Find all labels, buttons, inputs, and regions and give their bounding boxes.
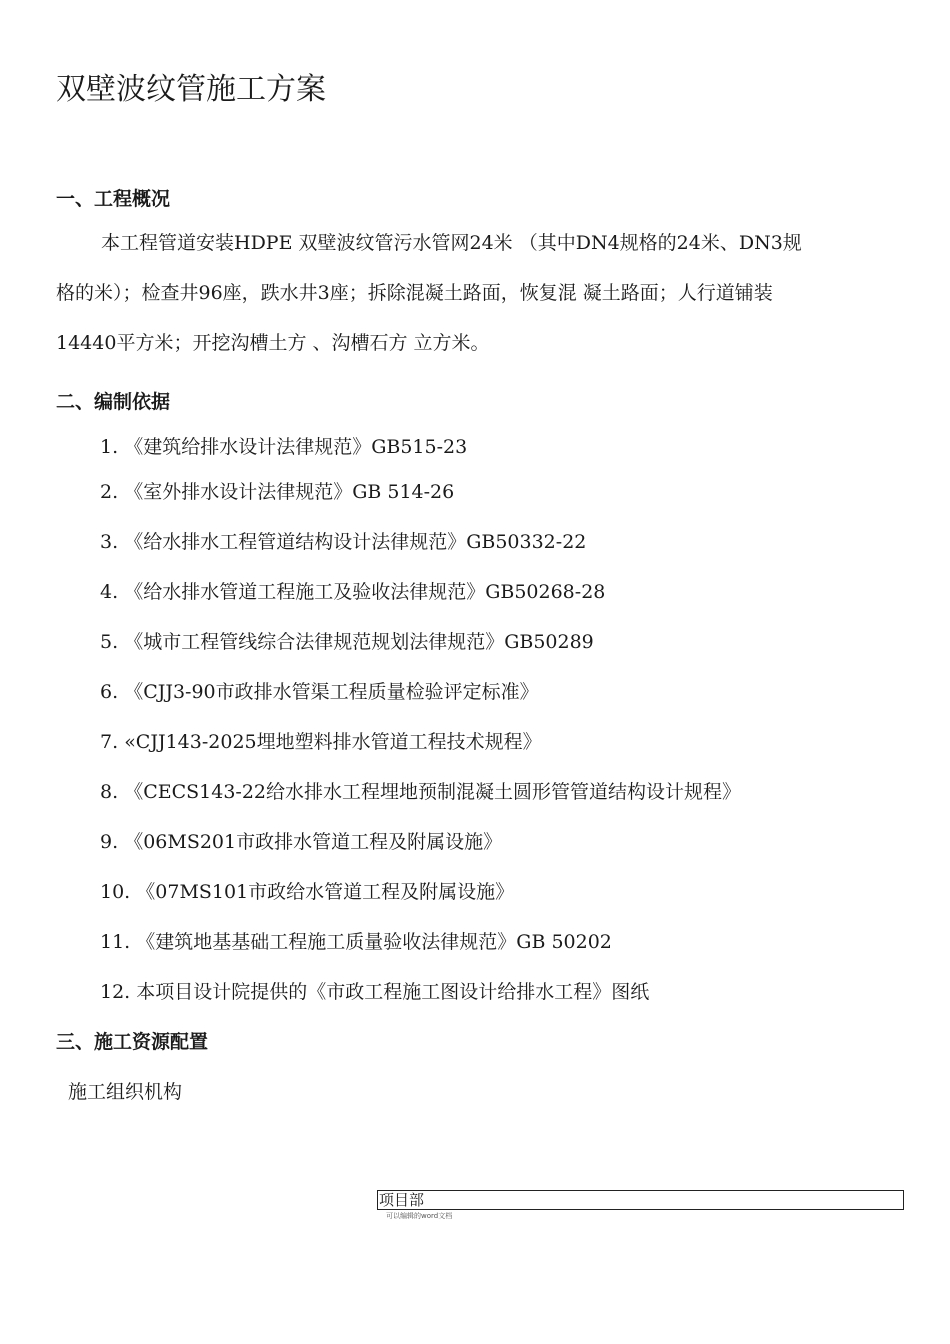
footer-note: 可以编辑的word文档 (386, 1212, 453, 1220)
reference-item: 3. 《给水排水工程管道结构设计法律规范》GB50332-22 (100, 531, 587, 553)
reference-item: 1. 《建筑给排水设计法律规范》GB515-23 (100, 436, 468, 458)
reference-item: 10. 《07MS101市政给水管道工程及附属设施》 (100, 881, 515, 903)
reference-item: 11. 《建筑地基基础工程施工质量验收法律规范》GB 50202 (100, 931, 612, 953)
section-heading-basis: 二、编制依据 (56, 391, 171, 413)
subheading-org-structure: 施工组织机构 (68, 1081, 183, 1103)
reference-item: 12. 本项目设计院提供的《市政工程施工图设计给排水工程》图纸 (100, 981, 650, 1003)
reference-item: 4. 《给水排水管道工程施工及验收法律规范》GB50268-28 (100, 581, 606, 603)
org-chart-box: 项目部 (377, 1190, 904, 1210)
overview-line-3: 14440平方米；开挖沟槽土方 、沟槽石方 立方米。 (56, 332, 490, 354)
overview-line-2: 格的米）；检查井96座，跌水井3座；拆除混凝土路面，恢复混 凝土路面；人行道铺装 (56, 282, 773, 304)
section-heading-resources: 三、施工资源配置 (56, 1031, 209, 1053)
reference-item: 6. 《CJJ3-90市政排水管渠工程质量检验评定标准》 (100, 681, 539, 703)
reference-item: 2. 《室外排水设计法律规范》GB 514-26 (100, 481, 455, 503)
document-title: 双壁波纹管施工方案 (56, 72, 326, 107)
reference-item: 9. 《06MS201市政排水管道工程及附属设施》 (100, 831, 503, 853)
reference-item: 8. 《CECS143-22给水排水工程埋地预制混凝土圆形管管道结构设计规程》 (100, 781, 742, 803)
reference-item: 5. 《城市工程管线综合法律规范规划法律规范》GB50289 (100, 631, 594, 653)
section-heading-overview: 一、工程概况 (56, 188, 171, 210)
reference-item: 7. «CJJ143-2025埋地塑料排水管道工程技术规程》 (100, 731, 542, 753)
overview-line-1: 本工程管道安装HDPE 双壁波纹管污水管网24米 （其中DN4规格的24米、DN3规 (101, 232, 802, 254)
